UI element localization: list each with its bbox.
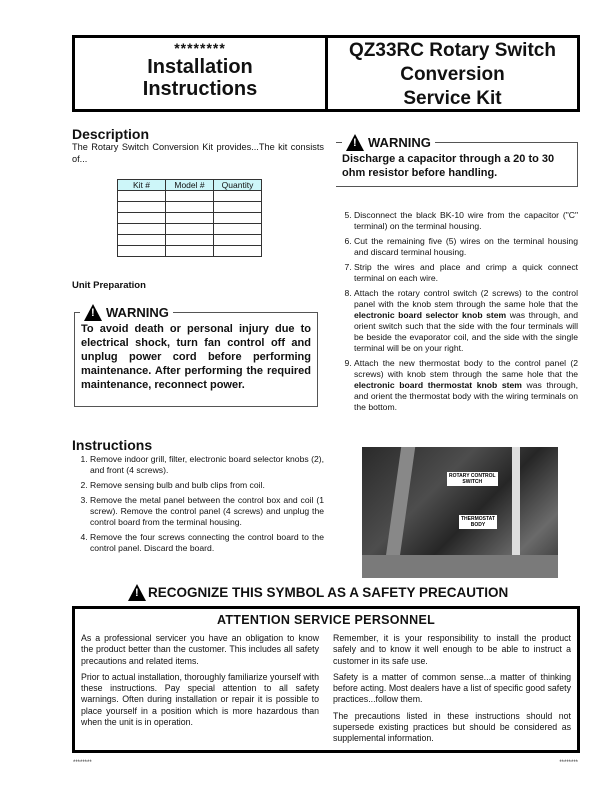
table-cell [214, 235, 262, 246]
instruction-step: 5. Disconnect the black BK-10 wire from the capacitor ("C" terminal) on the terminal housing. [354, 210, 578, 232]
thermostat-body-callout: THERMOSTAT BODY [461, 516, 495, 528]
instruction-step: 4. Remove the four screws connecting the control board to the control panel. Discard the board. [90, 532, 324, 554]
emphasis: electronic board selector knob stem [354, 310, 507, 320]
table-cell [166, 246, 214, 257]
kit-table [117, 179, 262, 257]
table-cell [166, 235, 214, 246]
description-heading: Description [72, 126, 150, 142]
title-line: Instructions [142, 78, 258, 100]
footer-left: ******** [73, 760, 92, 766]
table-cell [214, 191, 262, 202]
instruction-step: 7. Strip the wires and place and crimp a quick connect terminal on each wire. [354, 262, 578, 284]
attention-heading: ATTENTION SERVICE PERSONNEL [216, 613, 436, 627]
table-cell [166, 213, 214, 224]
table-cell [118, 224, 166, 235]
table-cell [214, 213, 262, 224]
table-row [118, 246, 262, 257]
table-cell [214, 246, 262, 257]
warning-triangle-icon [84, 304, 102, 321]
attention-paragraph: As a professional servicer you have an obligation to know the product better than the customer. This includes all safety precautions and related items. [81, 633, 319, 666]
instruction-steps [336, 210, 578, 413]
warning-text: To avoid death or personal injury due to electrical shock, turn fan control off and unplug power cord before performing maintenance. After performing the required maintenance, reconnect power. [81, 323, 311, 391]
column-header: Kit # [118, 180, 166, 191]
table-cell [166, 224, 214, 235]
column-header: Quantity [214, 180, 262, 191]
table-cell [166, 202, 214, 213]
attention-right-column [333, 633, 571, 750]
instructions-heading: Instructions [72, 437, 153, 453]
attention-paragraph: Safety is a matter of common sense...a matter of thinking before acting. Most dealers have a list of specific good safety practices...follow them. [333, 671, 571, 705]
title-line: Installation [147, 56, 253, 78]
kit-table-header [118, 180, 262, 191]
product-title-line: Service Kit [403, 88, 502, 109]
attention-paragraph: Remember, it is your responsibility to install the product safely and to know it well enough to be able to instruct a customer in its safe use. [333, 633, 571, 666]
emphasis: electronic board thermostat knob stem [354, 380, 522, 390]
unit-warning-box [74, 304, 318, 407]
safety-banner [128, 584, 508, 601]
column-header: Model # [166, 180, 214, 191]
table-cell [118, 213, 166, 224]
instruction-step: 6. Cut the remaining five (5) wires on the terminal housing and discard terminal housing. [354, 236, 578, 258]
table-cell [118, 191, 166, 202]
warning-label: WARNING [368, 135, 431, 150]
instruction-step: 9. Attach the new thermostat body to the control panel (2 screws) with knob stem through the same hole that the electronic board thermostat knob stem was through, and orient the thermostat body with the wiring terminals on the bottom. [354, 358, 578, 413]
instruction-step: 1. Remove indoor grill, filter, electronic board selector knobs (2), and front (4 screws). [90, 454, 324, 476]
footer-right: ******** [559, 760, 578, 766]
title-header [72, 35, 580, 112]
warning-triangle-icon [346, 134, 364, 151]
table-row [118, 235, 262, 246]
instruction-step: 8. Attach the rotary control switch (2 screws) to the control panel with the knob stem through the same hole that the electronic board selector knob stem was through, and orient switch such that the side with the four terminals will be beside the evaporator coil, and the side with the single terminal will be on your right. [354, 288, 578, 354]
product-title-line: Conversion [400, 64, 505, 85]
rotary-switch-callout: ROTARY CONTROL SWITCH [449, 473, 496, 485]
unit-preparation-heading: Unit Preparation [72, 280, 146, 291]
unit-photo [362, 447, 558, 578]
attention-left-column [81, 633, 319, 750]
product-title-line: QZ33RC Rotary Switch [349, 40, 556, 61]
description-text: The Rotary Switch Conversion Kit provides...The kit consists of... [72, 142, 324, 164]
warning-label: WARNING [106, 305, 169, 320]
instructions-section [72, 437, 324, 558]
table-cell [214, 202, 262, 213]
title-left-panel [75, 38, 328, 109]
title-right-panel [328, 38, 577, 109]
instruction-step: 2. Remove sensing bulb and bulb clips from coil. [90, 480, 324, 491]
description-section [72, 126, 324, 165]
table-cell [118, 246, 166, 257]
doc-number: ******** [174, 40, 226, 56]
steps-continued [336, 210, 578, 417]
capacitor-warning-box [336, 134, 578, 187]
attention-box [72, 606, 580, 753]
table-cell [118, 202, 166, 213]
attention-paragraph: Prior to actual installation, thoroughly familiarize yourself with these instructions. Pay special attention to all safety warnings. Often during installation or repair it is possible to place yourself in a position which is more hazardous than when the unit is in operation. [81, 671, 319, 728]
warning-text: Discharge a capacitor through a 20 to 30 ohm resistor before handling. [342, 153, 555, 179]
instruction-step: 3. Remove the metal panel between the control box and coil (1 screw). Remove the control panel (4 screws) and unplug the control board from the terminal housing. [90, 495, 324, 528]
safety-banner-text: RECOGNIZE THIS SYMBOL AS A SAFETY PRECAUTION [148, 585, 509, 600]
table-cell [214, 224, 262, 235]
table-row [118, 191, 262, 202]
warning-triangle-icon [128, 584, 146, 601]
table-row [118, 202, 262, 213]
table-cell [166, 191, 214, 202]
instruction-steps [72, 454, 324, 554]
table-row [118, 224, 262, 235]
table-cell [118, 235, 166, 246]
table-row [118, 213, 262, 224]
attention-paragraph: The precautions listed in these instructions should not supersede existing practices but should be considered as supplemental information. [333, 710, 571, 744]
